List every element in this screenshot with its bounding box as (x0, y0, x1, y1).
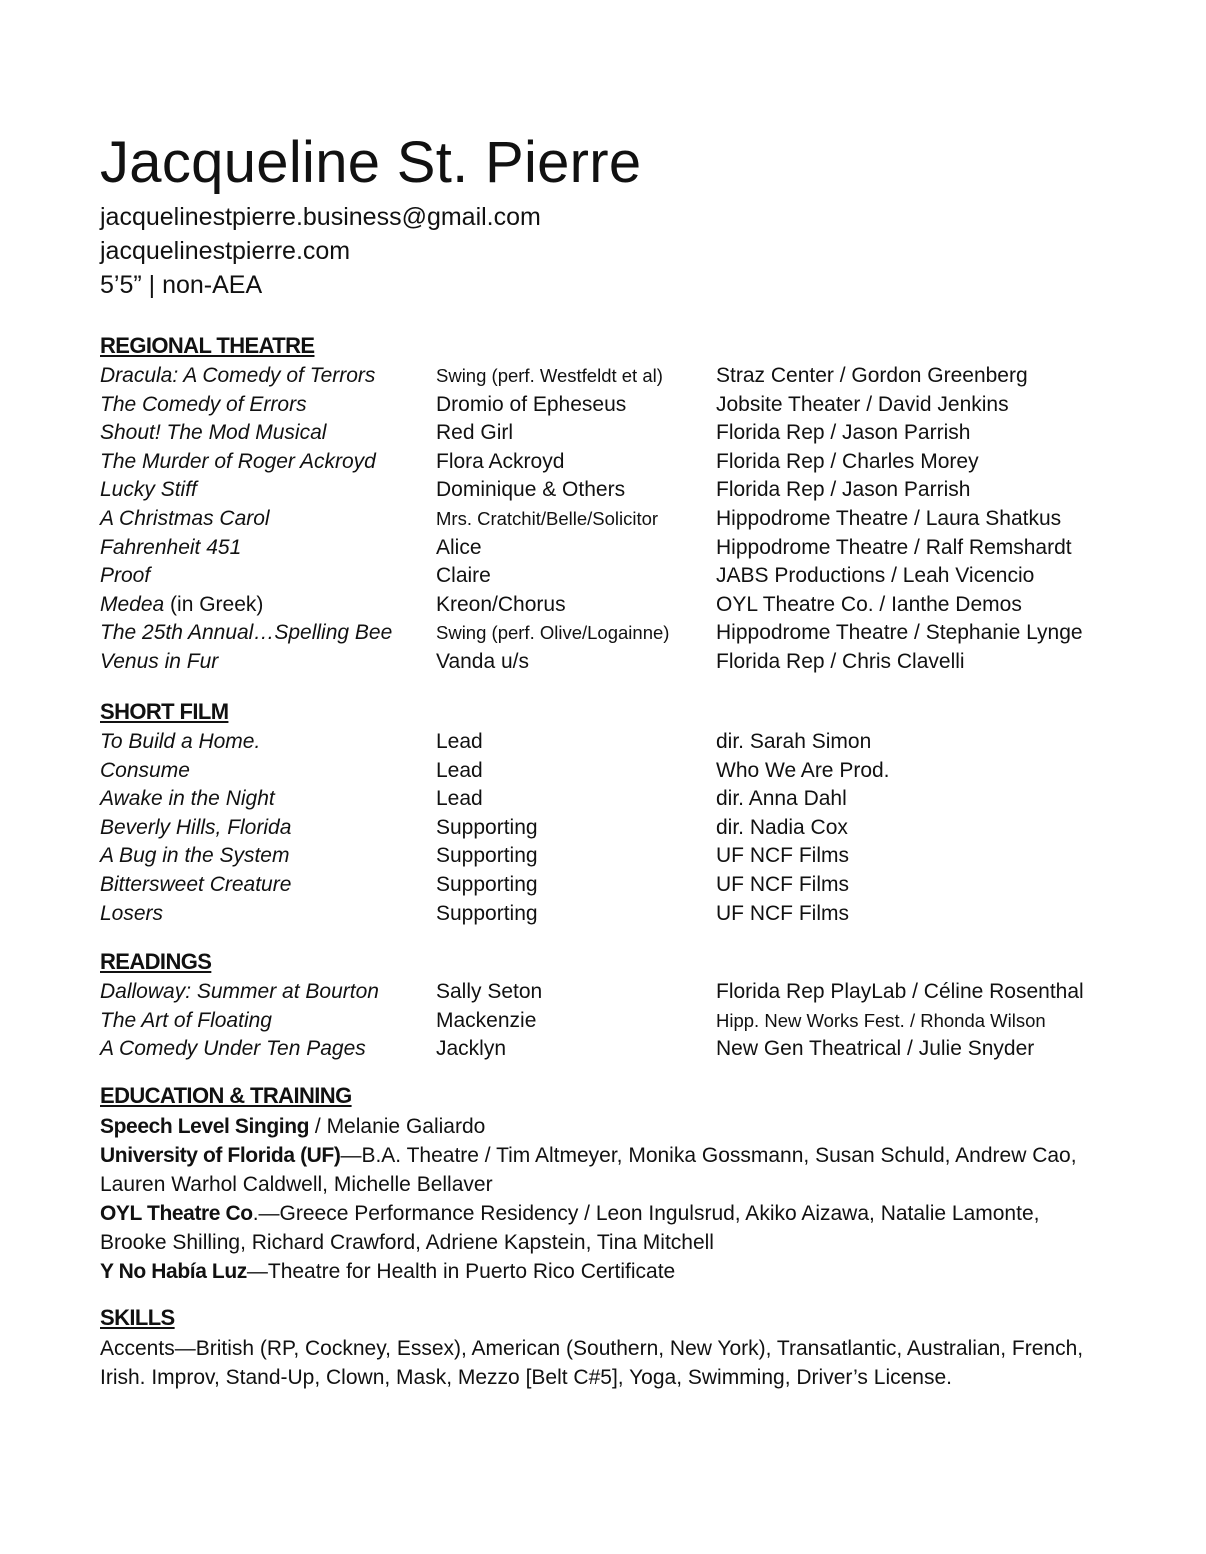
credit-role: Flora Ackroyd (436, 449, 565, 473)
credit-title-text: The Comedy of Errors (100, 392, 307, 416)
short-film-heading: SHORT FILM (100, 699, 229, 724)
credit-title (100, 900, 163, 928)
credit-company: Hippodrome Theatre / Ralf Remshardt (716, 535, 1072, 559)
credit-row (100, 728, 1130, 757)
credit-title (100, 785, 275, 813)
credit-title (100, 505, 270, 533)
actor-name: Jacqueline St. Pierre (100, 130, 642, 195)
credit-row (100, 362, 1130, 391)
credit-title-text: The 25th Annual…Spelling Bee (100, 621, 393, 645)
credit-title-text: To Build a Home. (100, 730, 261, 753)
credit-title-text: Fahrenheit 451 (100, 535, 242, 559)
credit-row (100, 476, 1130, 505)
readings-section (100, 948, 1130, 1064)
credit-title (100, 448, 376, 476)
credit-role: Sally Seton (436, 980, 543, 1003)
credit-row (100, 448, 1130, 477)
credit-company: UF NCF Films (716, 844, 849, 868)
credit-company: Florida Rep / Jason Parrish (716, 478, 971, 502)
education-entry (100, 1112, 1100, 1141)
credit-role: Kreon/Chorus (436, 592, 566, 616)
credit-role: Jacklyn (436, 1037, 507, 1061)
credit-company: Florida Rep / Jason Parrish (716, 421, 971, 445)
credit-title-text: A Comedy Under Ten Pages (100, 1037, 366, 1061)
credit-title (100, 362, 375, 390)
credit-company: Florida Rep PlayLab / Céline Rosenthal (716, 980, 1084, 1003)
credit-title (100, 534, 241, 562)
credit-row (100, 591, 1130, 620)
credit-row (100, 562, 1130, 591)
credit-title (100, 728, 260, 756)
credit-title (100, 1007, 272, 1035)
credit-company: dir. Sarah Simon (716, 730, 872, 753)
institution-name: University of Florida (UF) (100, 1144, 341, 1167)
credit-role: Mrs. Cratchit/Belle/Solicitor (436, 507, 659, 529)
credit-title (100, 757, 190, 785)
credit-company: Florida Rep / Charles Morey (716, 449, 979, 473)
credit-role: Alice (436, 535, 482, 559)
credit-company: Hippodrome Theatre / Laura Shatkus (716, 506, 1062, 530)
credit-title-text: Bittersweet Creature (100, 872, 292, 896)
education-heading: EDUCATION & TRAINING (100, 1083, 352, 1108)
credit-title (100, 476, 197, 504)
credit-role: Vanda u/s (436, 649, 530, 673)
credit-row (100, 1035, 1130, 1064)
credit-row (100, 534, 1130, 563)
education-list (100, 1112, 1100, 1286)
credit-role: Supporting (436, 844, 538, 868)
credit-title-note: (in Greek) (164, 592, 264, 616)
credit-role: Lead (436, 758, 483, 782)
credit-row (100, 648, 1130, 677)
credit-role: Swing (perf. Olive/Logainne) (436, 622, 670, 644)
credit-row (100, 757, 1130, 786)
credit-role: Dominique & Others (436, 478, 626, 502)
education-entry (100, 1141, 1100, 1199)
credit-title-text: Beverly Hills, Florida (100, 815, 292, 839)
credit-row (100, 505, 1130, 534)
short-film-section (100, 698, 1130, 928)
website-link[interactable]: jacquelinestpierre.com (100, 237, 351, 265)
credit-title (100, 871, 291, 899)
credit-row (100, 619, 1130, 648)
credit-title-text: Consume (100, 758, 190, 782)
credit-role: Lead (436, 787, 483, 811)
skills-heading: SKILLS (100, 1305, 175, 1330)
credit-title-text: Venus in Fur (100, 649, 219, 673)
credit-company: UF NCF Films (716, 872, 849, 896)
readings-list (100, 978, 1130, 1064)
credit-company: Hipp. New Works Fest. / Rhonda Wilson (716, 1009, 1046, 1031)
credit-title-text: Shout! The Mod Musical (100, 421, 327, 445)
credit-title (100, 591, 263, 619)
credit-company: dir. Nadia Cox (716, 815, 848, 839)
skills-text: Accents—British (RP, Cockney, Essex), American (Southern, New York), Transatlantic, Australian, French, Irish. Improv, Stand-Up, Clown, Mask, Mezzo [Belt C#5], Yoga, Swimming, Driver’s License. (100, 1337, 1084, 1389)
credit-company: Who We Are Prod. (716, 758, 890, 782)
credit-role: Lead (436, 730, 483, 753)
education-section (100, 1082, 1130, 1286)
credit-title (100, 842, 289, 870)
credit-title-text: Medea (100, 592, 165, 616)
credit-title (100, 1035, 366, 1063)
credit-row (100, 842, 1130, 871)
credit-title-text: Proof (100, 564, 151, 588)
regional-theatre-list (100, 362, 1130, 677)
credit-title-text: A Christmas Carol (100, 506, 270, 530)
institution-detail: —Theatre for Health in Puerto Rico Certificate (246, 1260, 676, 1283)
credit-role: Supporting (436, 901, 538, 925)
institution-name: Y No Había Luz (100, 1260, 247, 1283)
credit-company: UF NCF Films (716, 901, 849, 925)
credit-role: Mackenzie (436, 1008, 537, 1032)
contact-block (100, 200, 541, 302)
credit-row (100, 419, 1130, 448)
credit-title (100, 978, 379, 1006)
credit-title-text: Lucky Stiff (100, 478, 197, 502)
education-entry (100, 1257, 1100, 1286)
credit-role: Supporting (436, 872, 538, 896)
credit-row (100, 978, 1130, 1007)
credit-title-text: Awake in the Night (100, 787, 275, 811)
credit-row (100, 391, 1130, 420)
credit-row (100, 1007, 1130, 1036)
credit-row (100, 900, 1130, 929)
institution-detail: / Melanie Galiardo (309, 1115, 486, 1138)
credit-row (100, 814, 1130, 843)
credit-company: Straz Center / Gordon Greenberg (716, 364, 1028, 387)
credit-company: Florida Rep / Chris Clavelli (716, 649, 965, 673)
credit-company: JABS Productions / Leah Vicencio (716, 564, 1035, 588)
email-address[interactable]: jacquelinestpierre.business@gmail.com (100, 203, 541, 231)
institution-name: OYL Theatre Co (100, 1202, 253, 1225)
credit-title (100, 619, 392, 647)
credit-role: Supporting (436, 815, 538, 839)
short-film-list (100, 728, 1130, 928)
regional-theatre-section (100, 332, 1130, 677)
credit-role: Red Girl (436, 421, 514, 445)
credit-company: dir. Anna Dahl (716, 787, 847, 811)
readings-heading: READINGS (100, 949, 212, 974)
credit-row (100, 785, 1130, 814)
credit-title (100, 648, 218, 676)
skills-section (100, 1304, 1130, 1392)
institution-detail: —B.A. Theatre / Tim Altmeyer, Monika Gossmann, Susan Schuld, Andrew Cao, Lauren Warhol Caldwell, Michelle Bellaver (100, 1144, 1077, 1196)
credit-title-text: Dracula: A Comedy of Terrors (100, 364, 376, 387)
credit-title-text: The Murder of Roger Ackroyd (100, 449, 376, 473)
institution-name: Speech Level Singing (100, 1115, 310, 1138)
credit-title (100, 814, 291, 842)
credit-title (100, 391, 307, 419)
credit-company: OYL Theatre Co. / Ianthe Demos (716, 592, 1022, 616)
education-entry (100, 1199, 1100, 1257)
credit-role: Claire (436, 564, 491, 588)
credit-company: Hippodrome Theatre / Stephanie Lynge (716, 621, 1083, 645)
institution-detail: .—Greece Performance Residency / Leon Ingulsrud, Akiko Aizawa, Natalie Lamonte, Brooke Shilling, Richard Crawford, Adriene Kapstein, Tina Mitchell (100, 1202, 1040, 1254)
credit-title-text: Dalloway: Summer at Bourton (100, 980, 379, 1003)
credit-title-text: A Bug in the System (100, 844, 290, 868)
credit-row (100, 871, 1130, 900)
credit-role: Swing (perf. Westfeldt et al) (436, 365, 663, 386)
credit-company: New Gen Theatrical / Julie Snyder (716, 1037, 1035, 1061)
credit-role: Dromio of Epheseus (436, 392, 627, 416)
credit-title (100, 562, 150, 590)
credit-company: Jobsite Theater / David Jenkins (716, 392, 1009, 416)
height-union-status: 5’5” | non-AEA (100, 271, 263, 299)
credit-title (100, 419, 326, 447)
credit-title-text: Losers (100, 901, 164, 925)
regional-theatre-heading: REGIONAL THEATRE (100, 333, 315, 358)
credit-title-text: The Art of Floating (100, 1008, 272, 1032)
